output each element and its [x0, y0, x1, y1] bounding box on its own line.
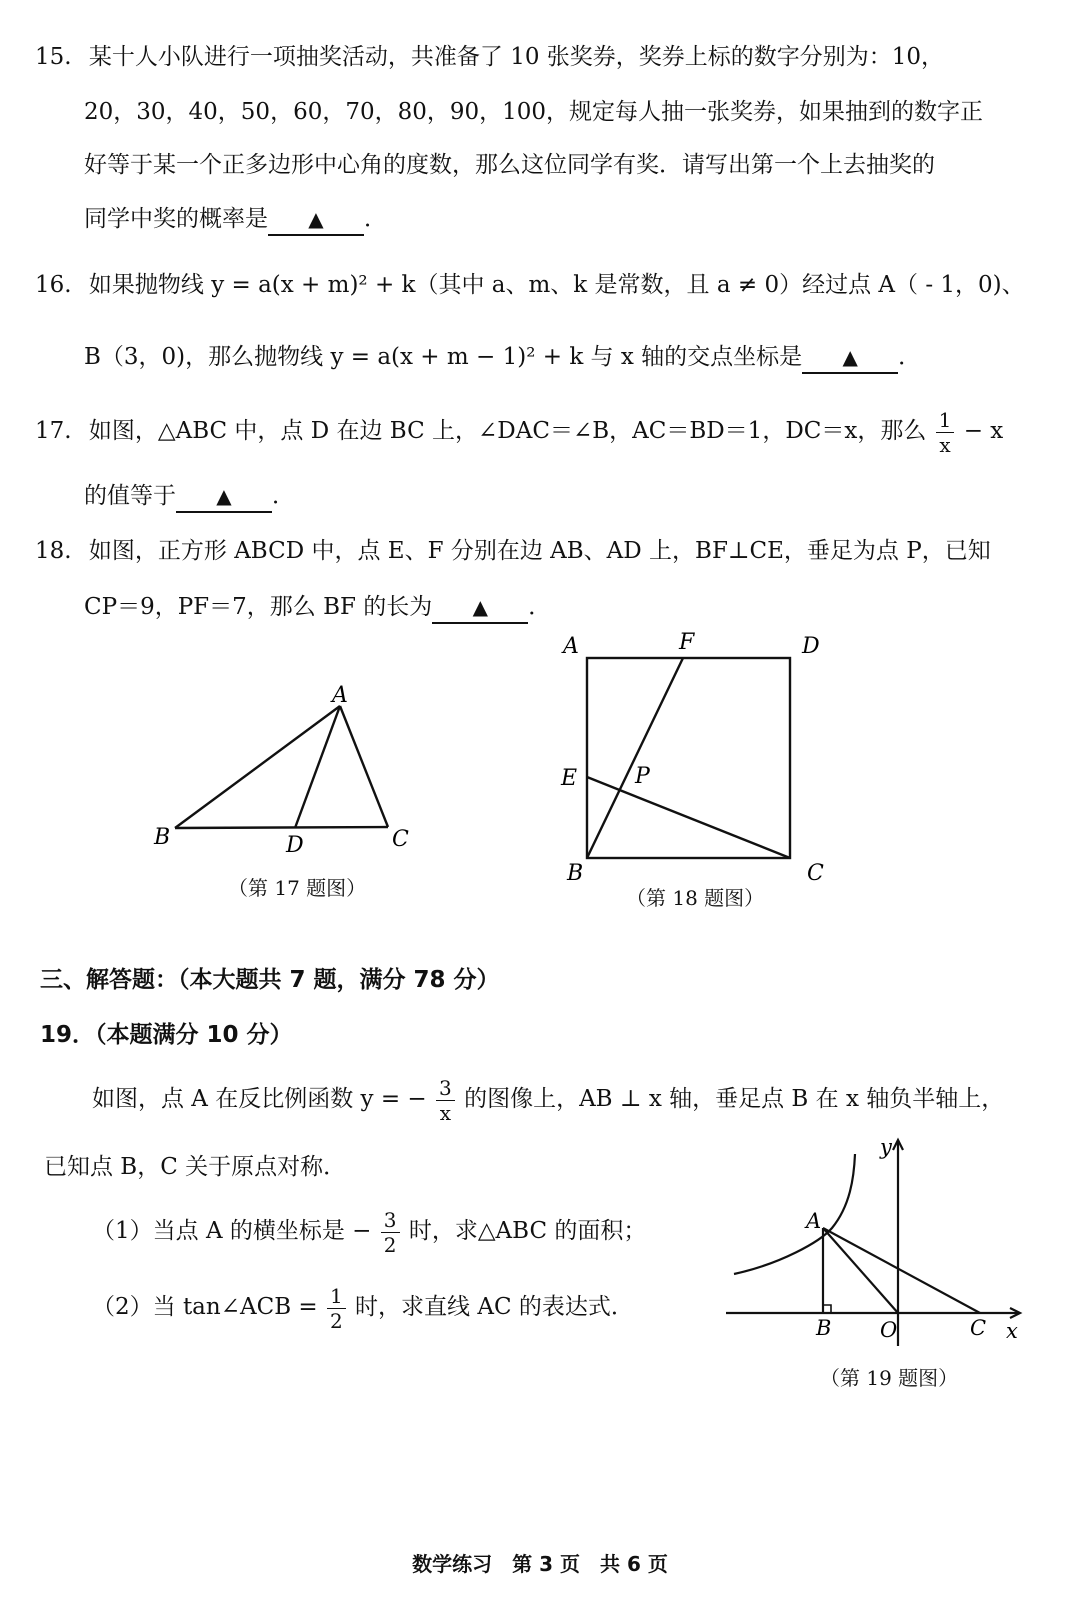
fig19-right-angle-mark [823, 1305, 831, 1313]
triangle-mark-icon: ▲ [216, 484, 232, 508]
q19-part2 [92, 1278, 634, 1336]
q19-intro-frac-num: 3 [436, 1076, 455, 1101]
q16-line1 [35, 270, 1025, 300]
figure-19 [720, 1132, 1040, 1352]
q19-part2-frac-num: 1 [327, 1284, 346, 1309]
q15-text-1: 某十人小队进行一项抽奖活动，共准备了 10 张奖券，奖券上标的数字分别为：10， [88, 44, 945, 70]
fig19-label-b: B [816, 1316, 832, 1340]
fig18-label-d: D [802, 634, 820, 659]
q19-header: 19．（本题满分 10 分） [40, 1022, 293, 1048]
q19-part1 [92, 1202, 646, 1260]
fig17-segment-ad [295, 706, 340, 828]
q19-part1-fraction [381, 1208, 400, 1257]
q17-frac-tail: − x [963, 418, 1004, 444]
fig18-square-abcd [587, 658, 790, 858]
q18-line2 [84, 592, 551, 624]
q17-line2 [84, 481, 295, 513]
q18-answer-blank[interactable] [432, 592, 528, 624]
fig17-label-c: C [392, 827, 409, 852]
q15-end: ． [364, 206, 387, 232]
fig19-segment-ao [823, 1228, 898, 1313]
q18-end: ． [528, 594, 552, 620]
fig19-label-x: x [1006, 1319, 1018, 1343]
fig17-side-bc [175, 827, 388, 828]
q18-text-1: 如图，正方形 ABCD 中，点 E、F 分别在边 AB、AD 上，BF⊥CE，垂足为点 P，已知 [88, 538, 991, 564]
q16-text-1: 如果抛物线 y = a(x + m)² + k（其中 a、m、k 是常数，且 a ≠ 0）经过点 A（ - 1，0)、 [88, 272, 1025, 298]
fig19-label-y: y [880, 1135, 892, 1159]
fig19-caption: （第 19 题图） [820, 1366, 959, 1390]
q17-line1 [35, 402, 1003, 460]
q19-intro-b: 的图像上，AB ⊥ x 轴，垂足点 B 在 x 轴负半轴上， [464, 1086, 1005, 1112]
q17-number: 17. [35, 418, 72, 444]
fig17-label-d: D [286, 833, 304, 858]
q19-line2: 已知点 B，C 关于原点对称． [44, 1154, 347, 1180]
fig18-label-b: B [567, 861, 584, 886]
q15-line3: 好等于某一个正多边形中心角的度数，那么这位同学有奖．请写出第一个上去抽奖的 [84, 152, 935, 178]
q19-part2-fraction [327, 1284, 346, 1333]
q18-line1 [35, 536, 991, 566]
q19-intro-a: 如图，点 A 在反比例函数 y = − [92, 1086, 427, 1112]
q19-part2-a: （2）当 tan∠ACB = [92, 1294, 318, 1320]
q17-text-2: 的值等于 [84, 483, 176, 509]
q16-end: ． [898, 344, 922, 370]
q19-part1-b: 时，求△ABC 的面积； [408, 1218, 647, 1244]
page-footer: 数学练习 第 3 页 共 6 页 [412, 1552, 668, 1576]
triangle-mark-icon: ▲ [472, 595, 488, 619]
fig18-label-a: A [563, 634, 579, 659]
fig18-caption: （第 18 题图） [626, 886, 765, 910]
q15-number: 15. [35, 44, 72, 70]
fig18-label-e: E [561, 766, 578, 791]
fig18-segment-ec [587, 777, 790, 858]
q19-part2-b: 时，求直线 AC 的表达式． [355, 1294, 634, 1320]
q17-fraction [936, 408, 955, 457]
fig17-side-ac [340, 706, 388, 827]
fig17-label-b: B [154, 825, 171, 850]
q19-part2-frac-den: 2 [330, 1308, 343, 1333]
q15-line2: 20，30，40，50，60，70，80，90，100，规定每人抽一张奖券，如果抽到的数字正 [84, 99, 984, 125]
q19-part1-a: （1）当点 A 的横坐标是 − [92, 1218, 372, 1244]
fig19-hyperbola-branch [734, 1154, 855, 1274]
q18-number: 18. [35, 538, 72, 564]
fig18-segment-bf [587, 658, 683, 858]
q19-intro-fraction [436, 1076, 455, 1125]
q19-part1-frac-den: 2 [383, 1232, 397, 1257]
triangle-mark-icon: ▲ [842, 345, 858, 369]
figure-18 [555, 625, 845, 890]
q16-answer-blank[interactable] [802, 342, 898, 374]
q15-text-4: 同学中奖的概率是 [84, 206, 268, 232]
q17-end: ． [272, 483, 295, 509]
q16-line2 [84, 342, 921, 374]
q19-intro-frac-den: x [439, 1100, 452, 1125]
q15-line1 [35, 42, 944, 72]
fig19-label-a: A [806, 1209, 822, 1233]
fig17-caption: （第 17 题图） [228, 876, 367, 900]
q16-number: 16. [35, 272, 72, 298]
q18-text-2: CP＝9，PF＝7，那么 BF 的长为 [84, 594, 433, 620]
q19-intro [92, 1070, 1004, 1128]
fig18-label-c: C [807, 861, 824, 886]
fig17-label-a: A [332, 683, 348, 708]
q17-text-1: 如图，△ABC 中，点 D 在边 BC 上，∠DAC＝∠B，AC＝BD＝1，DC＝x，那么 [88, 418, 927, 444]
figure-17 [140, 680, 440, 860]
q17-answer-blank[interactable] [176, 481, 272, 513]
q17-frac-den: x [939, 432, 951, 457]
fig19-label-o: O [880, 1318, 898, 1342]
fig18-label-f: F [679, 630, 695, 655]
fig19-segment-ac [823, 1228, 980, 1313]
q19-part1-frac-num: 3 [381, 1208, 400, 1233]
q17-frac-num: 1 [936, 408, 955, 433]
section-3-title: 三、解答题：（本大题共 7 题，满分 78 分） [40, 967, 500, 993]
q16-text-2: B（3，0)，那么抛物线 y = a(x + m − 1)² + k 与 x 轴的交点坐标是 [84, 344, 803, 370]
fig18-label-p: P [635, 764, 650, 789]
fig19-label-c: C [970, 1316, 987, 1340]
fig17-side-ba [175, 706, 340, 828]
q15-answer-blank[interactable] [268, 204, 364, 236]
q15-line4 [84, 204, 387, 236]
triangle-mark-icon: ▲ [308, 207, 324, 231]
